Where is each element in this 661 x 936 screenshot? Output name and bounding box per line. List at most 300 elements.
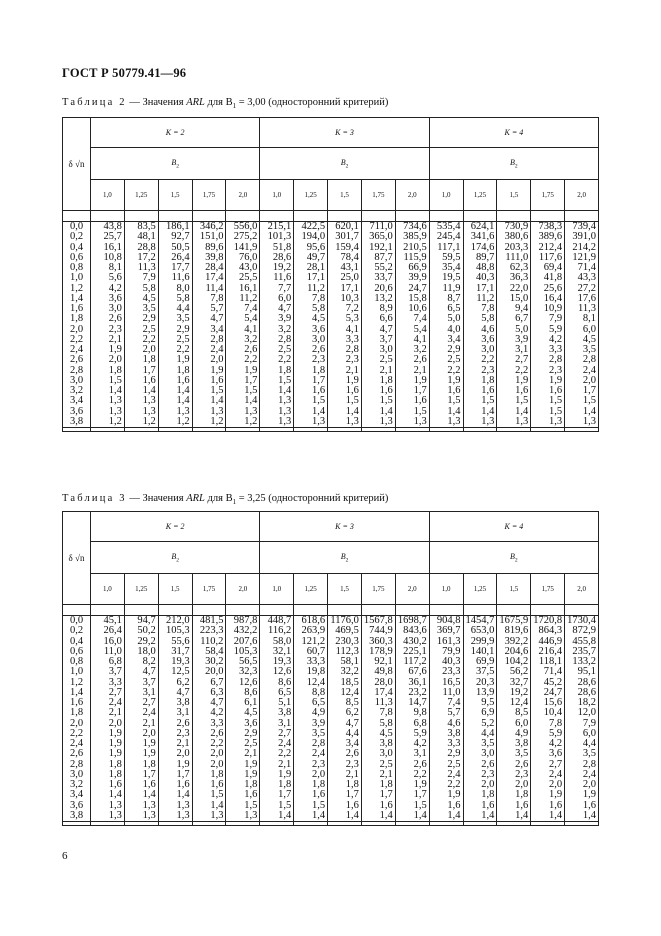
value-cell: 3,6 (108, 292, 122, 304)
value-cell: 214,2 (572, 241, 597, 253)
value-cell: 12,6 (238, 676, 258, 688)
value-cell: 6,7 (210, 676, 224, 688)
x-value: 1,0 (69, 272, 84, 284)
value-cell: 1,9 (413, 779, 427, 790)
value-cell: 16,4 (543, 292, 563, 304)
value-cell: 4,9 (515, 727, 529, 739)
value-cell: 1,7 (311, 374, 326, 386)
k-group-header (260, 118, 429, 148)
value-cell: 22,0 (509, 282, 529, 294)
value-cell: 6,1 (244, 697, 258, 708)
value-cell: 1176,0 (330, 615, 359, 626)
value-cell: 56,5 (238, 656, 258, 667)
spacer-cell (531, 605, 565, 616)
value-cell: 1,9 (244, 758, 258, 770)
value-cell: 2,0 (481, 779, 495, 790)
x-value: 2,0 (69, 717, 84, 729)
value-cell: 19,5 (442, 272, 461, 284)
value-cell: 17,6 (577, 292, 597, 304)
value-cell: 1,9 (345, 374, 359, 386)
value-cell: 3,5 (582, 748, 597, 760)
x-value: 3,8 (69, 809, 84, 821)
x-value: 0,6 (69, 645, 84, 657)
value-cell: 11,0 (103, 645, 122, 657)
value-cell: 11,3 (137, 262, 156, 273)
value-column (294, 222, 328, 428)
value-cell: 6,0 (278, 292, 292, 304)
value-cell: 1,4 (413, 809, 427, 821)
value-cell: 2,1 (345, 364, 359, 376)
value-cell: 2,2 (176, 344, 190, 355)
value-cell: 618,6 (301, 615, 326, 626)
value-cell: 5,9 (549, 323, 563, 335)
caption-subscript: 1 (232, 498, 237, 507)
x-axis-label: δ √n (68, 159, 85, 169)
value-cell: 121,2 (301, 635, 326, 647)
end-cell (361, 428, 395, 432)
value-cell: 6,3 (210, 686, 224, 698)
value-cell: 1,9 (176, 354, 190, 366)
value-cell: 389,6 (538, 231, 563, 243)
end-cell (158, 822, 192, 826)
value-cell: 3,4 (345, 738, 359, 749)
spacer-cell (192, 211, 226, 222)
value-cell: 11,2 (476, 292, 495, 304)
value-cell: 66,9 (408, 262, 427, 273)
value-cell: 2,6 (413, 354, 427, 366)
value-cell: 2,8 (549, 354, 563, 366)
value-cell: 2,5 (142, 323, 156, 335)
b2-subscript: 2 (345, 557, 349, 564)
value-cell: 4,7 (210, 697, 224, 708)
value-cell: 1,6 (345, 385, 359, 396)
value-cell: 32,7 (509, 676, 529, 688)
value-cell: 2,5 (447, 354, 461, 366)
value-cell: 7,9 (142, 272, 156, 284)
value-column (531, 616, 565, 822)
value-cell: 7,8 (549, 717, 563, 729)
value-cell: 19,2 (272, 262, 292, 273)
spacer-cell (260, 605, 294, 616)
value-cell: 49,8 (374, 666, 393, 678)
value-column (226, 616, 260, 822)
value-cell: 2,7 (142, 697, 156, 708)
b2-value-header: 1,5 (158, 574, 192, 605)
value-cell: 2,3 (176, 727, 190, 739)
value-cell: 28,6 (272, 251, 292, 263)
value-cell: 5,1 (278, 697, 292, 708)
value-cell: 3,8 (515, 738, 529, 749)
value-cell: 17,1 (340, 282, 359, 294)
value-cell: 6,6 (379, 313, 393, 325)
value-cell: 8,2 (142, 656, 156, 667)
value-cell: 3,1 (413, 748, 427, 760)
value-cell: 1,6 (176, 779, 190, 790)
value-cell: 3,3 (447, 738, 461, 749)
value-cell: 1,2 (176, 415, 190, 427)
value-cell: 10,3 (340, 292, 359, 304)
arl-table (62, 117, 599, 432)
b2-label: B (510, 157, 515, 167)
value-cell: 3,0 (311, 333, 326, 345)
value-cell: 87,7 (374, 251, 393, 263)
value-cell: 17,4 (205, 272, 224, 284)
value-cell: 1,5 (244, 799, 258, 811)
value-cell: 89,7 (476, 251, 495, 263)
value-cell: 7,8 (481, 303, 495, 314)
value-cell: 17,7 (171, 262, 190, 273)
value-cell: 2,0 (142, 727, 156, 739)
value-cell: 1,7 (142, 768, 156, 780)
b2-label: B (171, 551, 177, 561)
x-value: 3,0 (69, 768, 84, 780)
value-cell: 7,4 (244, 303, 258, 314)
value-cell: 734,6 (403, 221, 427, 232)
value-cell: 1,7 (278, 789, 292, 801)
value-cell: 7,2 (345, 303, 359, 314)
value-cell: 17,1 (476, 282, 495, 294)
value-cell: 1,3 (244, 809, 258, 821)
value-cell: 95,1 (577, 666, 597, 678)
value-cell: 2,2 (447, 779, 461, 790)
value-cell: 2,1 (379, 768, 393, 780)
value-column (328, 616, 362, 822)
value-cell: 24,7 (408, 282, 427, 294)
value-column (429, 222, 463, 428)
value-cell: 20,3 (476, 676, 495, 688)
value-column (531, 222, 565, 428)
value-cell: 365,0 (369, 231, 393, 243)
value-cell: 1,8 (244, 779, 258, 790)
end-cell (395, 428, 429, 432)
value-cell: 1,6 (549, 385, 563, 396)
value-cell: 76,0 (238, 251, 258, 263)
value-cell: 2,0 (142, 344, 156, 355)
value-cell: 1,4 (176, 385, 190, 396)
value-cell: 8,7 (447, 292, 461, 304)
end-cell (565, 822, 599, 826)
value-cell: 5,9 (549, 727, 563, 739)
value-cell: 11,0 (442, 686, 461, 698)
value-cell: 739,4 (572, 221, 597, 232)
value-cell: 2,6 (515, 758, 529, 770)
value-cell: 26,4 (171, 251, 190, 263)
value-cell: 2,4 (210, 344, 224, 355)
value-cell: 2,5 (447, 758, 461, 770)
value-cell: 71,4 (577, 262, 597, 273)
value-column (124, 222, 158, 428)
value-cell: 1,5 (210, 789, 224, 801)
value-cell: 1,9 (108, 344, 122, 355)
x-value: 2,2 (69, 727, 84, 739)
value-cell: 1,3 (142, 799, 156, 811)
value-cell: 2,3 (481, 768, 495, 780)
value-cell: 12,0 (577, 707, 597, 719)
value-cell: 819,6 (504, 625, 529, 637)
end-cell (124, 428, 158, 432)
value-cell: 33,7 (374, 272, 393, 284)
value-cell: 1,3 (549, 415, 563, 427)
value-cell: 2,5 (176, 333, 190, 345)
value-cell: 360,3 (369, 635, 393, 647)
value-cell: 2,0 (108, 354, 122, 366)
value-cell: 6,2 (176, 676, 190, 688)
spacer-cell (63, 605, 91, 616)
value-cell: 2,0 (176, 748, 190, 760)
value-column (395, 222, 429, 428)
value-cell: 263,9 (301, 625, 326, 637)
b2-value-header: 1,5 (158, 180, 192, 211)
value-cell: 1,6 (244, 789, 258, 801)
k-group-header (429, 512, 598, 542)
b2-header (260, 542, 429, 574)
value-cell: 1,3 (210, 809, 224, 821)
b2-value-header: 1,0 (429, 574, 463, 605)
value-cell: 110,2 (200, 635, 224, 647)
value-cell: 92,1 (374, 656, 393, 667)
value-cell: 204,6 (504, 645, 529, 657)
document-header: ГОСТ Р 50779.41—96 (62, 66, 187, 80)
end-cell (294, 428, 328, 432)
value-cell: 1,7 (379, 789, 393, 801)
value-cell: 118,1 (538, 656, 563, 667)
value-cell: 1,6 (142, 374, 156, 386)
value-cell: 1,2 (142, 415, 156, 427)
value-cell: 1,3 (108, 799, 122, 811)
x-value: 3,2 (69, 779, 84, 790)
value-cell: 15,8 (408, 292, 427, 304)
value-cell: 3,2 (413, 344, 427, 355)
spacer-cell (91, 211, 125, 222)
value-cell: 3,8 (278, 707, 292, 719)
b2-value-header: 2,0 (565, 180, 599, 211)
value-cell: 55,6 (171, 635, 190, 647)
value-cell: 1,6 (582, 799, 597, 811)
value-cell: 7,4 (413, 313, 427, 325)
value-cell: 1,3 (481, 415, 495, 427)
value-cell: 25,7 (103, 231, 122, 243)
value-cell: 58,1 (340, 656, 359, 667)
value-cell: 7,8 (311, 292, 326, 304)
value-cell: 17,1 (306, 272, 326, 284)
value-cell: 4,7 (379, 323, 393, 335)
value-cell: 8,5 (515, 707, 529, 719)
value-column (429, 616, 463, 822)
spacer-cell (429, 605, 463, 616)
value-cell: 48,8 (476, 262, 495, 273)
value-cell: 1,7 (413, 789, 427, 801)
value-cell: 6,5 (447, 303, 461, 314)
value-cell: 2,1 (142, 717, 156, 729)
value-cell: 4,5 (582, 333, 597, 345)
value-cell: 2,4 (582, 768, 597, 780)
k-group-header (91, 512, 260, 542)
value-cell: 1,3 (413, 415, 427, 427)
caption-arl: ARL (186, 97, 205, 108)
x-values-column (63, 616, 91, 822)
value-cell: 18,2 (577, 697, 597, 708)
value-cell: 1,4 (345, 809, 359, 821)
value-cell: 2,0 (582, 779, 597, 790)
value-cell: 1698,7 (397, 615, 427, 626)
value-cell: 2,2 (515, 364, 529, 376)
value-cell: 3,9 (515, 333, 529, 345)
value-cell: 20,0 (205, 666, 224, 678)
b2-value-header: 1,0 (91, 180, 125, 211)
value-cell: 105,3 (233, 645, 258, 657)
value-cell: 299,9 (470, 635, 495, 647)
value-cell: 12,4 (509, 697, 529, 708)
value-cell: 1,5 (447, 395, 461, 407)
spacer-cell (124, 605, 158, 616)
b2-value-header: 1,0 (429, 180, 463, 211)
value-column (158, 616, 192, 822)
x-value: 3,6 (69, 799, 84, 811)
value-cell: 1,4 (379, 809, 393, 821)
value-cell: 2,4 (311, 748, 326, 760)
value-cell: 1,9 (176, 758, 190, 770)
value-cell: 275,2 (233, 231, 258, 243)
value-cell: 1675,9 (499, 615, 529, 626)
value-cell: 6,8 (413, 717, 427, 729)
value-cell: 843,6 (403, 625, 427, 637)
spacer-cell (497, 211, 531, 222)
b2-value-header: 1,0 (260, 180, 294, 211)
value-cell: 1,8 (108, 768, 122, 780)
value-cell: 7,7 (278, 282, 292, 294)
value-column (565, 222, 599, 428)
value-cell: 40,3 (476, 272, 495, 284)
value-cell: 430,2 (403, 635, 427, 647)
value-cell: 3,7 (379, 333, 393, 345)
value-cell: 2,3 (311, 758, 326, 770)
x-axis-header (63, 118, 91, 211)
value-cell: 1,4 (176, 789, 190, 801)
value-cell: 25,6 (543, 282, 563, 294)
k-group-header (91, 118, 260, 148)
value-cell: 8,8 (311, 686, 326, 698)
value-cell: 1,8 (108, 364, 122, 376)
value-column (497, 616, 531, 822)
value-cell: 13,2 (374, 292, 393, 304)
value-column (294, 616, 328, 822)
value-cell: 105,3 (165, 625, 190, 637)
value-cell: 3,8 (447, 727, 461, 739)
value-cell: 3,5 (311, 727, 326, 739)
spacer-cell (565, 605, 599, 616)
value-cell: 1,6 (481, 799, 495, 811)
value-cell: 1,5 (379, 395, 393, 407)
value-cell: 5,7 (210, 303, 224, 314)
value-cell: 2,7 (108, 686, 122, 698)
x-value: 0,2 (69, 231, 84, 243)
x-value: 3,0 (69, 374, 84, 386)
x-value: 0,8 (69, 656, 84, 667)
value-cell: 1,9 (413, 374, 427, 386)
value-cell: 5,7 (447, 707, 461, 719)
value-cell: 5,8 (176, 292, 190, 304)
b2-header (429, 148, 598, 180)
value-cell: 1,4 (108, 385, 122, 396)
spacer-cell (294, 605, 328, 616)
spacer-cell (226, 211, 260, 222)
value-cell: 4,7 (278, 303, 292, 314)
value-cell: 7,9 (582, 717, 597, 729)
value-cell: 1,3 (278, 415, 292, 427)
spacer-cell (531, 211, 565, 222)
value-cell: 2,1 (345, 768, 359, 780)
value-cell: 12,6 (272, 666, 292, 678)
value-cell: 3,2 (244, 333, 258, 345)
value-cell: 6,0 (582, 727, 597, 739)
value-cell: 2,0 (210, 354, 224, 366)
value-cell: 59,5 (442, 251, 461, 263)
value-cell: 2,7 (549, 758, 563, 770)
value-cell: 10,9 (543, 303, 563, 314)
x-value: 2,4 (69, 344, 84, 355)
value-cell: 556,0 (233, 221, 258, 232)
value-column (158, 222, 192, 428)
k-group-label: K = 2 (165, 522, 185, 531)
spacer-cell (565, 211, 599, 222)
value-cell: 987,8 (233, 615, 258, 626)
spacer-cell (328, 605, 362, 616)
end-cell (226, 822, 260, 826)
b2-value-header: 1,75 (192, 574, 226, 605)
value-cell: 28,4 (205, 262, 224, 273)
b2-subscript: 2 (345, 163, 349, 170)
value-cell: 2,3 (481, 364, 495, 376)
value-cell: 11,6 (171, 272, 190, 284)
value-cell: 43,3 (577, 272, 597, 284)
end-cell (531, 822, 565, 826)
value-cell: 223,3 (199, 625, 224, 637)
value-cell: 43,8 (103, 221, 122, 232)
value-cell: 1,5 (582, 395, 597, 407)
value-cell: 2,7 (515, 354, 529, 366)
value-cell: 391,0 (572, 231, 597, 243)
value-cell: 1,4 (311, 405, 326, 417)
value-cell: 11,2 (307, 282, 326, 294)
end-cell (497, 822, 531, 826)
value-cell: 117,2 (403, 656, 427, 667)
value-cell: 1,4 (210, 799, 224, 811)
value-cell: 2,8 (210, 333, 224, 345)
x-value: 1,0 (69, 666, 84, 678)
value-cell: 25,5 (238, 272, 258, 284)
value-cell: 1730,4 (567, 615, 597, 626)
value-cell: 6,9 (481, 707, 495, 719)
x-value: 2,8 (69, 364, 84, 376)
b2-value-header: 1,25 (463, 574, 497, 605)
value-cell: 4,2 (549, 333, 563, 345)
value-cell: 101,3 (267, 231, 292, 243)
value-cell: 872,9 (572, 625, 597, 637)
value-cell: 1,4 (278, 809, 292, 821)
value-cell: 19,3 (272, 656, 292, 667)
value-cell: 3,9 (311, 717, 326, 729)
value-cell: 1,2 (210, 415, 224, 427)
value-cell: 3,0 (379, 748, 393, 760)
end-cell (395, 822, 429, 826)
value-cell: 1,4 (210, 395, 224, 407)
value-cell: 35,4 (442, 262, 461, 273)
value-cell: 4,4 (582, 738, 597, 749)
value-cell: 2,6 (108, 313, 122, 325)
value-cell: 1,3 (176, 405, 190, 417)
value-cell: 6,5 (278, 686, 292, 698)
x-value: 1,8 (69, 313, 84, 325)
